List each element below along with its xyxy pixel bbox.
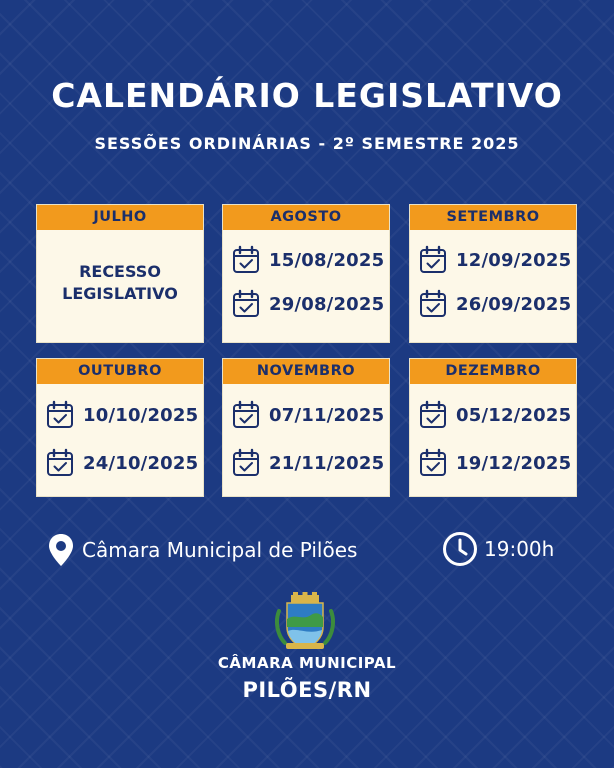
calendar-check-icon — [231, 289, 261, 319]
month-header: OUTUBRO — [37, 359, 203, 384]
municipal-coat-of-arms-icon — [273, 591, 337, 655]
footer-city: PILÕES/RN — [242, 678, 372, 702]
month-card-august — [222, 204, 390, 343]
month-card-december — [409, 358, 577, 497]
calendar-check-icon — [418, 448, 448, 478]
session-date: 24/10/2025 — [45, 447, 198, 479]
session-date: 21/11/2025 — [231, 447, 384, 479]
calendar-check-icon — [45, 400, 75, 430]
recess-note: RECESSO LEGISLATIVO — [62, 262, 178, 303]
month-header: AGOSTO — [223, 205, 389, 230]
calendar-check-icon — [231, 400, 261, 430]
time-info — [442, 531, 554, 567]
calendar-check-icon — [45, 448, 75, 478]
session-date: 05/12/2025 — [418, 399, 571, 431]
session-date: 10/10/2025 — [45, 399, 198, 431]
month-header: DEZEMBRO — [410, 359, 576, 384]
time-text: 19:00h — [484, 537, 555, 561]
clock-icon — [442, 531, 478, 567]
month-header: NOVEMBRO — [223, 359, 389, 384]
calendar-check-icon — [418, 400, 448, 430]
calendar-check-icon — [231, 448, 261, 478]
calendar-check-icon — [418, 245, 448, 275]
calendar-check-icon — [418, 289, 448, 319]
month-header: JULHO — [37, 205, 203, 230]
location-text: Câmara Municipal de Pilões — [82, 538, 358, 562]
session-date: 15/08/2025 — [231, 244, 384, 276]
month-card-october — [36, 358, 204, 497]
month-card-november — [222, 358, 390, 497]
session-date: 26/09/2025 — [418, 288, 571, 320]
map-pin-icon — [48, 533, 74, 567]
page-title: CALENDÁRIO LEGISLATIVO — [51, 76, 563, 115]
session-date: 29/08/2025 — [231, 288, 384, 320]
month-card-september — [409, 204, 577, 343]
session-date: 07/11/2025 — [231, 399, 384, 431]
page-subtitle: SESSÕES ORDINÁRIAS - 2º SEMESTRE 2025 — [94, 134, 520, 153]
session-date: 12/09/2025 — [418, 244, 571, 276]
month-header: SETEMBRO — [410, 205, 576, 230]
month-card-july — [36, 204, 204, 343]
location-info — [48, 533, 357, 567]
calendar-check-icon — [231, 245, 261, 275]
footer-institution: CÂMARA MUNICIPAL — [217, 654, 397, 672]
session-date: 19/12/2025 — [418, 447, 571, 479]
